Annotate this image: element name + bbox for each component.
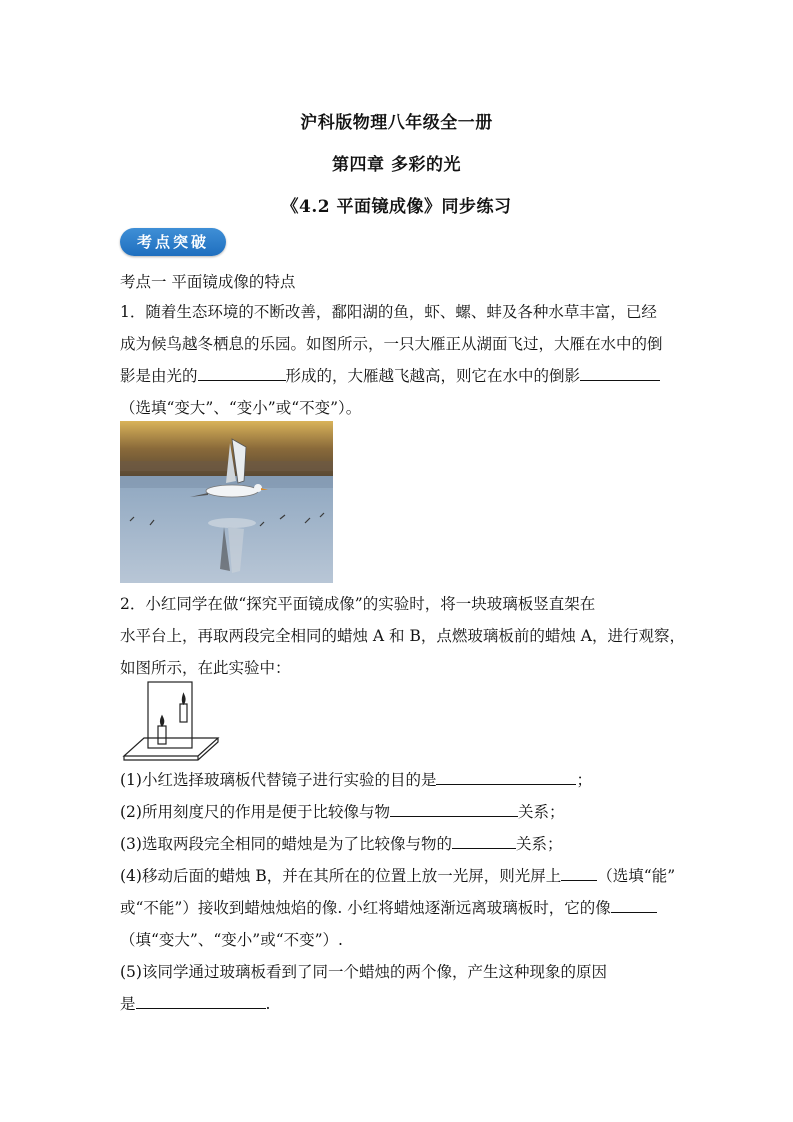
- q2-blank-6[interactable]: [136, 994, 266, 1009]
- q2-sub-2-text: (2)所用刻度尺的作用是便于比较像与物: [120, 803, 390, 821]
- q2-sub-3-text: (3)选取两段完全相同的蜡烛是为了比较像与物的: [120, 835, 452, 853]
- q1-blank-2[interactable]: [580, 366, 660, 381]
- q2-sub-5: (5)该同学通过玻璃板看到了同一个蜡烛的两个像，产生这种现象的原因: [120, 963, 607, 981]
- q2-line-3: 如图所示，在此实验中：: [120, 659, 291, 677]
- q1-blank-1[interactable]: [198, 366, 286, 381]
- q2-blank-3[interactable]: [452, 834, 516, 849]
- q2-sub-3: [120, 832, 562, 854]
- q2-line-2: 水平台上，再取两段完全相同的蜡烛 A 和 B，点燃玻璃板前的蜡烛 A，进行观察，: [120, 627, 685, 645]
- q2-sub-4c-text: 或“不能”）接收到蜡烛烛焰的像. 小红将蜡烛逐渐远离玻璃板时，它的像: [120, 899, 611, 917]
- q2-sub-4-text: (4)移动后面的蜡烛 B，并在其所在的位置上放一光屏，则光屏上: [120, 867, 562, 885]
- q1-line-4: （选填“变大”、“变小”或“不变”）。: [120, 399, 362, 417]
- q2-sub-5c-text: .: [265, 995, 271, 1013]
- q2-sub-4-mid: （选填“能”: [597, 867, 676, 885]
- q2-sub-2-end: 关系；: [517, 803, 565, 821]
- q1-text-b: 形成的，大雁越飞越高，则它在水中的倒影: [285, 367, 581, 385]
- q2-blank-1[interactable]: [436, 770, 576, 785]
- q2-sub-1-end: ；: [576, 771, 592, 789]
- lesson-title: 《4.2 平面镜成像》同步练习: [281, 197, 512, 217]
- q2-sub-5-cont: [120, 992, 270, 1014]
- book-title: 沪科版物理八年级全一册: [300, 113, 493, 133]
- chapter-title: 第四章 多彩的光: [332, 155, 461, 175]
- q2-sub-5b-text: 是: [120, 995, 136, 1013]
- q2-sub-1: [120, 768, 592, 790]
- q2-sub-4-cont: [120, 896, 657, 918]
- q1-line-2: 成为候鸟越冬栖息的乐园。如图所示，一只大雁正从湖面飞过，大雁在水中的倒: [120, 335, 663, 353]
- section-heading: 考点一 平面镜成像的特点: [120, 273, 296, 291]
- q1-text-a: 影是由光的: [120, 367, 198, 385]
- q1-line-3: [120, 364, 660, 386]
- q2-sub-1-text: (1)小红选择玻璃板代替镜子进行实验的目的是: [120, 771, 437, 789]
- q2-blank-5[interactable]: [611, 898, 657, 913]
- q1-line-1: 1．随着生态环境的不断改善，鄱阳湖的鱼，虾、螺、蚌及各种水草丰富，已经: [120, 303, 657, 321]
- q2-sub-2: [120, 800, 564, 822]
- candle-experiment-diagram: [122, 680, 222, 762]
- section-badge: 考点突破: [120, 228, 226, 256]
- q2-blank-4[interactable]: [561, 866, 597, 881]
- bird-reflection-photo: [120, 421, 333, 583]
- q2-sub-4-end: （填“变大”、“变小”或“不变”）.: [120, 931, 343, 949]
- q2-sub-4: [120, 864, 675, 886]
- q2-blank-2[interactable]: [390, 802, 518, 817]
- q2-sub-3-end: 关系；: [515, 835, 563, 853]
- q2-line-1: 2．小红同学在做“探究平面镜成像”的实验时，将一块玻璃板竖直架在: [120, 595, 596, 613]
